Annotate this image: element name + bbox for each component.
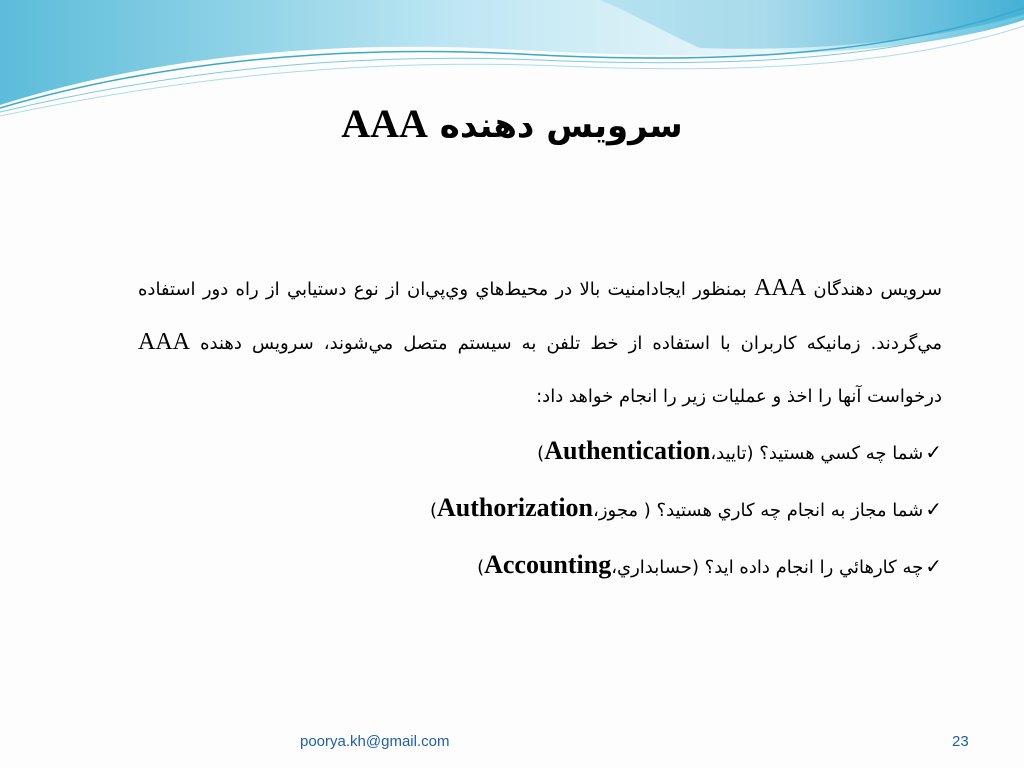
bullet-close: ) (429, 500, 438, 521)
bullet-close: ) (537, 443, 545, 464)
bullet-text: چه كارهائي را انجام داده ايد؟ (حسابداري، (611, 557, 924, 578)
bullet-term: Accounting (484, 550, 612, 579)
intro-paragraph (138, 262, 942, 423)
title-aaa: AAA (341, 101, 428, 146)
paragraph-part-1: سرويس دهندگان (813, 279, 942, 300)
paragraph-aaa-2: AAA (138, 329, 190, 355)
bullet-text: شما مجاز به انجام چه كاري هستيد؟ ( مجوز، (593, 500, 924, 521)
aaa-bullet-list (138, 432, 942, 603)
list-item (138, 489, 942, 546)
bullet-term: Authentication (544, 436, 711, 465)
list-item (138, 432, 942, 489)
list-item (138, 546, 942, 603)
paragraph-aaa-1: AAA (754, 275, 807, 301)
footer-email: poorya.kh@gmail.com (300, 733, 450, 750)
bullet-text: شما چه كسي هستيد؟ (تاييد، (710, 443, 924, 464)
page-number: 23 (952, 733, 969, 750)
bullet-close: ) (477, 557, 485, 578)
checkmark-icon: ✓ (925, 497, 942, 521)
slide-title (0, 100, 1024, 147)
checkmark-icon: ✓ (925, 554, 942, 578)
title-persian: سرويس دهنده (439, 106, 683, 146)
paragraph-part-2: بمنظور ايجادامنيت بالا در محيط‌هاي وي‌پي‌ان از نوع دستيابي از راه دور استفاده مي‌گردند. زمانيكه كاربران با استفاده از خط تلفن به سيستم متصل مي‌شوند، سرويس دهنده (138, 279, 942, 354)
paragraph-part-3: درخواست آنها را اخذ و عمليات زير را انجام خواهد داد: (536, 386, 942, 407)
checkmark-icon: ✓ (925, 440, 942, 464)
bullet-term: Authorization (437, 493, 594, 522)
